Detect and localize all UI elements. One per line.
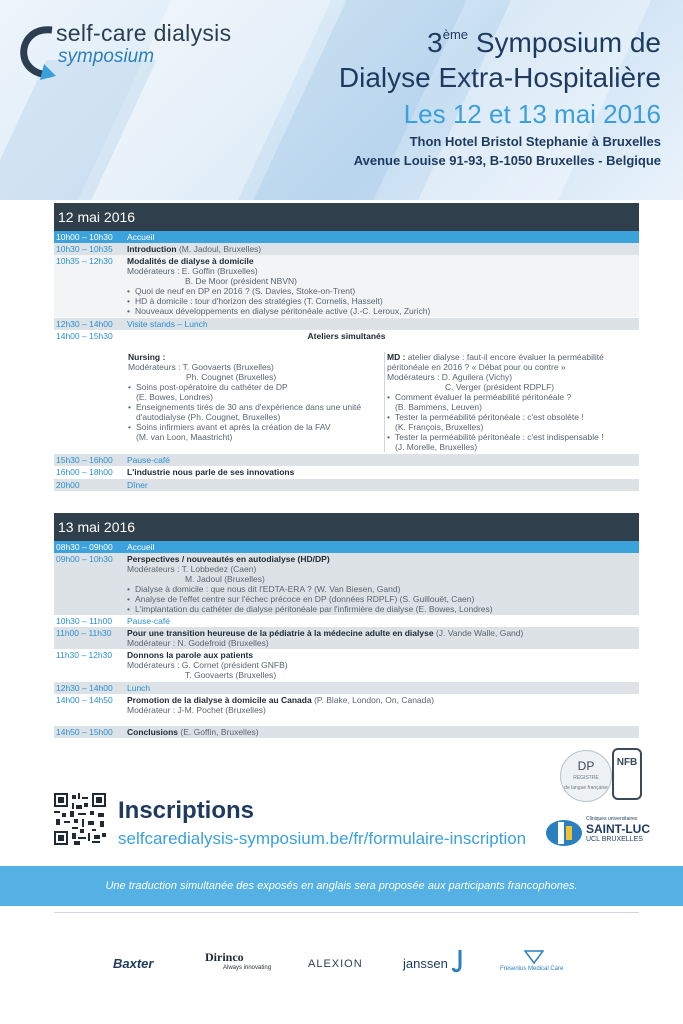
row-time: 11h30 – 12h30: [56, 650, 113, 660]
row-moderator: Modérateurs : E. Goffin (Bruxelles): [127, 266, 258, 276]
logo-swirl-icon: [18, 24, 58, 84]
row-title: Promotion de la dialyse à domicile au Canada: [127, 695, 312, 705]
janssen-hook-icon: [452, 950, 464, 974]
list-item: • Enseignements tirés de 30 ans d'expérience dans une unité d'autodialyse (Ph. Cougnet, Bruxelles): [128, 402, 378, 422]
list-item: • Tester la perméabilité péritonéale : c'est indispensable ! (J. Morelle, Bruxelles): [387, 432, 634, 452]
title-ordinal: 3: [427, 27, 443, 58]
row-moderator: M. Jadoul (Bruxelles): [185, 574, 265, 584]
title-dates: Les 12 et 13 mai 2016: [403, 99, 661, 129]
saint-luc-name: SAINT-LUC: [586, 822, 650, 836]
day2-header: 13 mai 2016: [54, 513, 639, 541]
symposium-logo: [18, 16, 268, 86]
inscriptions-title: Inscriptions: [118, 797, 255, 824]
row-title: L'industrie nous parle de ses innovations: [127, 467, 295, 477]
day2-row-perspectives: [54, 553, 639, 615]
row-moderator: Modérateur : N. Godefroid (Bruxelles): [127, 638, 269, 648]
day1-row-accueil: [54, 231, 639, 243]
sponsor-janssen: janssen: [403, 956, 448, 971]
row-time: 14h00 – 14h50: [56, 695, 113, 705]
list-item: • Dialyse à domicile : que nous dit l'EDTA-ERA ? (W. Van Biesen, Gand): [127, 584, 637, 594]
venue-name: Thon Hotel Bristol Stephanie à Bruxelles: [409, 134, 661, 149]
row-time: 10h35 – 12h30: [56, 256, 113, 266]
row-speaker: (J. Vande Walle, Gand): [433, 628, 524, 638]
row-speaker: (P. Blake, London, On, Canada): [311, 695, 434, 705]
venue-address: Avenue Louise 91-93, B-1050 Bruxelles - Belgique: [353, 153, 661, 168]
row-moderator: Modérateurs : T. Goovaerts (Bruxelles): [128, 362, 274, 372]
row-speaker: (M. Jadoul, Bruxelles): [176, 244, 262, 254]
translation-notice: Une traduction simultanée des exposés en anglais sera proposée aux participants francophones.: [0, 866, 683, 906]
row-time: 10h00 – 10h30: [56, 232, 113, 242]
row-time: 14h00 – 15h30: [56, 331, 113, 341]
workshop-nursing: [128, 352, 378, 442]
day2-row-patients: [54, 649, 639, 681]
row-title: Accueil: [127, 232, 155, 242]
row-moderator: C. Verger (président RDPLF): [445, 382, 555, 392]
row-title: Ateliers simultanés: [307, 331, 386, 341]
day2-row-lunch: [54, 682, 639, 694]
workshop-md: [384, 352, 634, 452]
day1-row-ateliers: [54, 330, 639, 452]
sponsor-dirinco: [205, 950, 271, 971]
day2-row-accueil: [54, 541, 639, 553]
row-time: 11h00 – 11h30: [56, 628, 112, 638]
sponsor-dirinco-tag: Always innovating: [223, 965, 272, 971]
row-moderator: T. Goovaerts (Bruxelles): [185, 670, 277, 680]
list-item: • L'implantation du cathéter de dialyse péritonéale par l'infirmière de dialyse (E. Bowes, Londres): [127, 604, 637, 614]
row-time: 09h00 – 10h30: [56, 554, 113, 564]
list-item: • Analyse de l'effet centre sur l'échec précoce en DP (données RDPLF) (S. Guillouët, Caen): [127, 594, 637, 604]
title-ordinal-sup: ème: [442, 27, 469, 42]
saint-luc-sub: UCL BRUXELLES: [586, 836, 643, 843]
workshop-label: MD :: [387, 352, 406, 362]
inscriptions-link[interactable]: selfcaredialysis-symposium.be/fr/formulaire-inscription: [118, 829, 527, 848]
saint-luc-small: Cliniques universitaires: [586, 816, 638, 822]
row-title: Lunch: [127, 683, 151, 693]
row-moderator: B. De Moor (président NBVN): [185, 276, 297, 286]
logo-line1: self-care dialysis: [56, 20, 232, 46]
list-item: • HD à domicile : tour d'horizon des stratégies (T. Cornelis, Hasselt): [127, 296, 637, 306]
sponsor-dirinco-name: Dirinco: [205, 950, 244, 964]
fresenius-triangle-icon: [524, 950, 544, 964]
day1-row-introduction: [54, 243, 639, 255]
saint-luc-logo: [544, 814, 654, 850]
row-title: Conclusions: [127, 727, 179, 737]
row-time: 08h30 – 09h00: [56, 542, 113, 552]
logo-line2: symposium: [58, 46, 155, 67]
row-time: 20h00: [56, 480, 80, 490]
row-time: 10h30 – 10h35: [56, 244, 113, 254]
title-line1-text: Symposium de: [475, 27, 661, 58]
day1-row-diner: [54, 479, 639, 491]
qr-code-icon[interactable]: [54, 793, 106, 845]
row-title: Dîner: [127, 480, 148, 490]
list-item: • Nouveaux développements en dialyse péritonéale active (J.-C. Leroux, Zurich): [127, 306, 637, 316]
list-item: • Quoi de neuf en DP en 2016 ? (S. Davies, Stoke-on-Trent): [127, 286, 637, 296]
row-time: 12h30 – 14h00: [56, 683, 113, 693]
sponsor-alexion: ALEXION: [308, 958, 363, 970]
title-block: [241, 18, 661, 170]
title-line1: [241, 18, 661, 60]
divider: [54, 912, 639, 913]
day2-row-canada: [54, 694, 639, 716]
row-moderator: Modérateurs : G. Cornet (président GNFB): [127, 660, 288, 670]
title-line2: Dialyse Extra-Hospitalière: [338, 62, 661, 93]
nfb-logo: NFB: [612, 748, 642, 800]
list-item: • Soins infirmiers avant et après la création de la FAV (M. van Loon, Maastricht): [128, 422, 378, 442]
registre-dp-seal: DP REGISTRE de langue française: [560, 750, 612, 802]
row-title: Pause-café: [127, 455, 170, 465]
hero-banner: [0, 0, 683, 200]
row-title: Accueil: [127, 542, 155, 552]
day2-row-pediatrie: [54, 627, 639, 649]
saint-luc-emblem-icon: [544, 818, 584, 848]
sponsor-fresenius: Fresenius Medical Care: [500, 966, 564, 972]
day2-row-conclusions: [54, 726, 639, 738]
day1-header: 12 mai 2016: [54, 203, 639, 231]
row-title: Visite stands – Lunch: [127, 319, 208, 329]
talk-list: [127, 286, 637, 316]
row-moderator: Modérateurs : T. Lobbedez (Caen): [127, 564, 257, 574]
row-speaker: (E. Goffin, Bruxelles): [178, 727, 259, 737]
row-title: Donnons la parole aux patients: [127, 650, 254, 660]
row-title: Pour une transition heureuse de la pédiatrie à la médecine adulte en dialyse: [127, 628, 434, 638]
row-moderator: Modérateurs : D. Aguilera (Vichy): [387, 372, 513, 382]
sponsor-baxter: Baxter: [113, 956, 154, 971]
row-time: 10h30 – 11h00: [56, 616, 113, 626]
row-time: 16h00 – 18h00: [56, 467, 113, 477]
row-time: 12h30 – 14h00: [56, 319, 113, 329]
list-item: • Soins post-opératoire du cathéter de DP (E. Bowes, Londres): [128, 382, 378, 402]
row-time: 14h50 – 15h00: [56, 727, 113, 737]
day1-row-pause: [54, 454, 639, 466]
workshop-label: Nursing :: [128, 352, 166, 362]
list-item: • Tester la perméabilité péritonéale : c'est obsolète ! (K. François, Bruxelles): [387, 412, 634, 432]
row-title: Perspectives / nouveautés en autodialyse (HD/DP): [127, 554, 330, 564]
row-time: 15h30 – 16h00: [56, 455, 113, 465]
day1-row-lunch: [54, 318, 639, 330]
row-title: Introduction: [127, 244, 177, 254]
day1-row-modalites: [54, 255, 639, 317]
row-moderator: Ph. Cougnet (Bruxelles): [186, 372, 277, 382]
day1-row-industrie: [54, 466, 639, 478]
row-title: Pause-café: [127, 616, 170, 626]
list-item: • Comment évaluer la perméabilité péritonéale ? (B. Bammens, Leuven): [387, 392, 634, 412]
workshop-intro: atelier dialyse : faut-il encore évaluer la perméabilité péritonéale en 2016 ? « Débat pour ou contre »: [387, 352, 604, 372]
day2-row-pause: [54, 615, 639, 627]
row-moderator: Modérateur : J-M. Pochet (Bruxelles): [127, 705, 266, 715]
row-title: Modalités de dialyse à domicile: [127, 256, 254, 266]
